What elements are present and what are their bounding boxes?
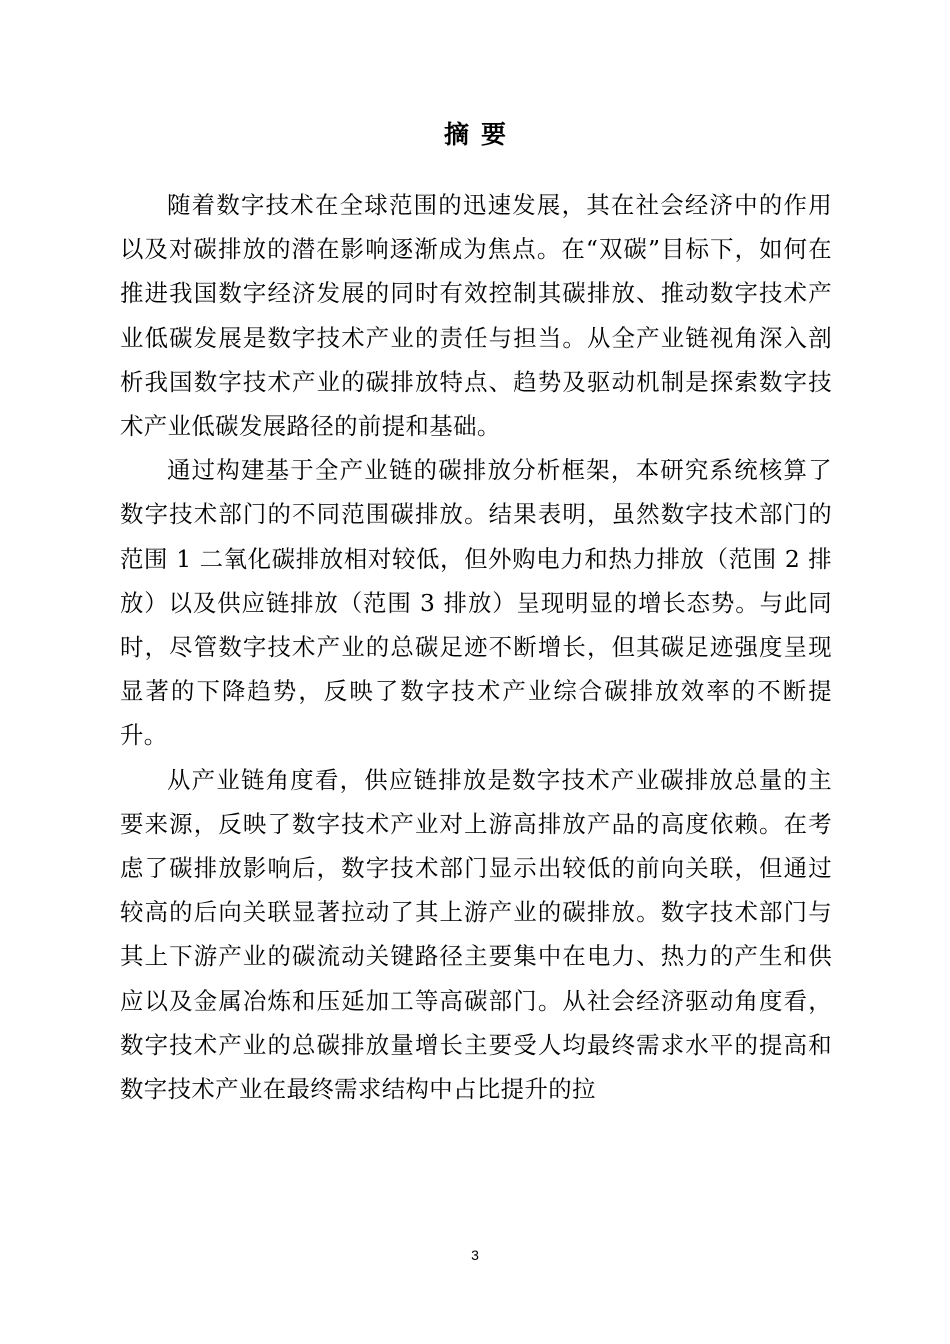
paragraph-3: 从产业链角度看，供应链排放是数字技术产业碳排放总量的主要来源，反映了数字技术产业对上游高排放产品的高度依赖。在考虑了碳排放影响后，数字技术部门显示出较低的前向关联，但通过较高的后向关联显著拉动了其上游产业的碳排放。数字技术部门与其上下游产业的碳流动关键路径主要集中在电力、热力的产生和供应以及金属冶炼和压延加工等高碳部门。从社会经济驱动角度看，数字技术产业的总碳排放量增长主要受人均最终需求水平的提高和数字技术产业在最终需求结构中占比提升的拉 — [120, 765, 832, 1104]
page-title: 摘要 — [443, 120, 518, 149]
paragraph-1: 随着数字技术在全球范围的迅速发展，其在社会经济中的作用以及对碳排放的潜在影响逐渐成为焦点。在“双碳”目标下，如何在推进我国数字经济发展的同时有效控制其碳排放、推动数字技术产业低碳发展是数字技术产业的责任与担当。从全产业链视角深入剖析我国数字技术产业的碳排放特点、趋势及驱动机制是探索数字技术产业低碳发展路径的前提和基础。 — [120, 191, 832, 441]
page-number: 3 — [471, 1247, 479, 1263]
paragraph-2: 通过构建基于全产业链的碳排放分析框架，本研究系统核算了数字技术部门的不同范围碳排放。结果表明，虽然数字技术部门的范围 1 二氧化碳排放相对较低，但外购电力和热力排放（范围 2 排放）以及供应链排放（范围 3 排放）呈现明显的增长态势。与此同时，尽管数字技术产业的总碳足迹不断增长，但其碳足迹强度呈现显著的下降趋势，反映了数字技术产业综合碳排放效率的不断提升。 — [120, 456, 832, 750]
abstract-body — [120, 183, 832, 1111]
